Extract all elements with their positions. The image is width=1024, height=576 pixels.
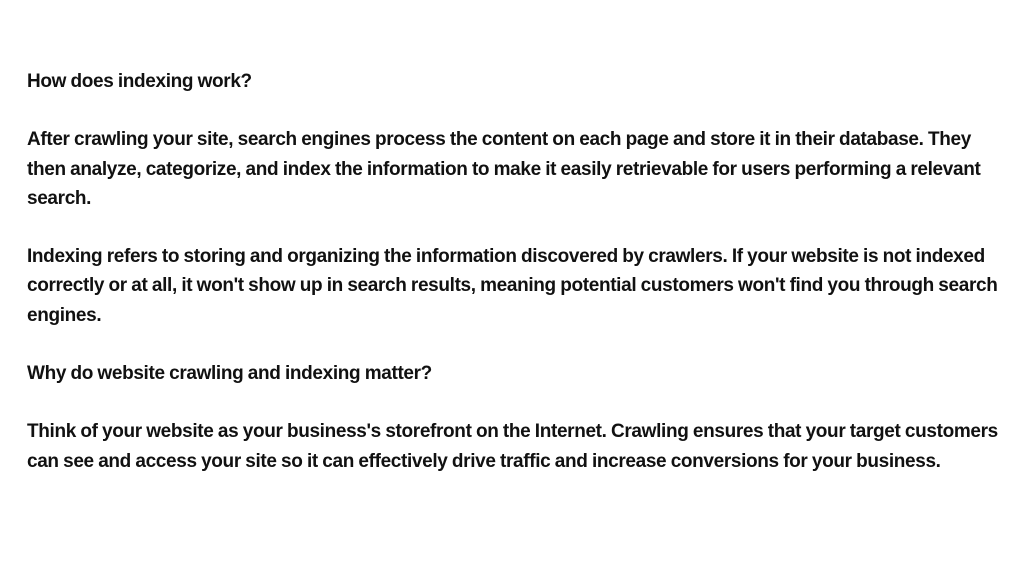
heading-how-indexing-works: How does indexing work? — [27, 71, 252, 92]
paragraph-spacer — [27, 388, 1004, 417]
paragraph-spacer — [27, 213, 1004, 242]
paragraph-after-crawling: After crawling your site, search engines process the content on each page and store it in their database. They then analyze, categorize, and index the information to make it easily retrievable for users performing a relevant search. — [27, 129, 981, 209]
paragraph-indexing-definition: Indexing refers to storing and organizing the information discovered by crawlers. If your website is not indexed correctly or at all, it won't show up in search results, meaning potential customers won't find you through search engines. — [27, 246, 998, 326]
paragraph-spacer — [27, 96, 1004, 125]
paragraph-storefront: Think of your website as your business's storefront on the Internet. Crawling ensures that your target customers can see and access your site so it can effectively drive traffic and increase conversions for your business. — [27, 421, 998, 472]
paragraph-spacer — [27, 330, 1004, 359]
heading-why-crawling-indexing-matter: Why do website crawling and indexing matter? — [27, 362, 432, 384]
